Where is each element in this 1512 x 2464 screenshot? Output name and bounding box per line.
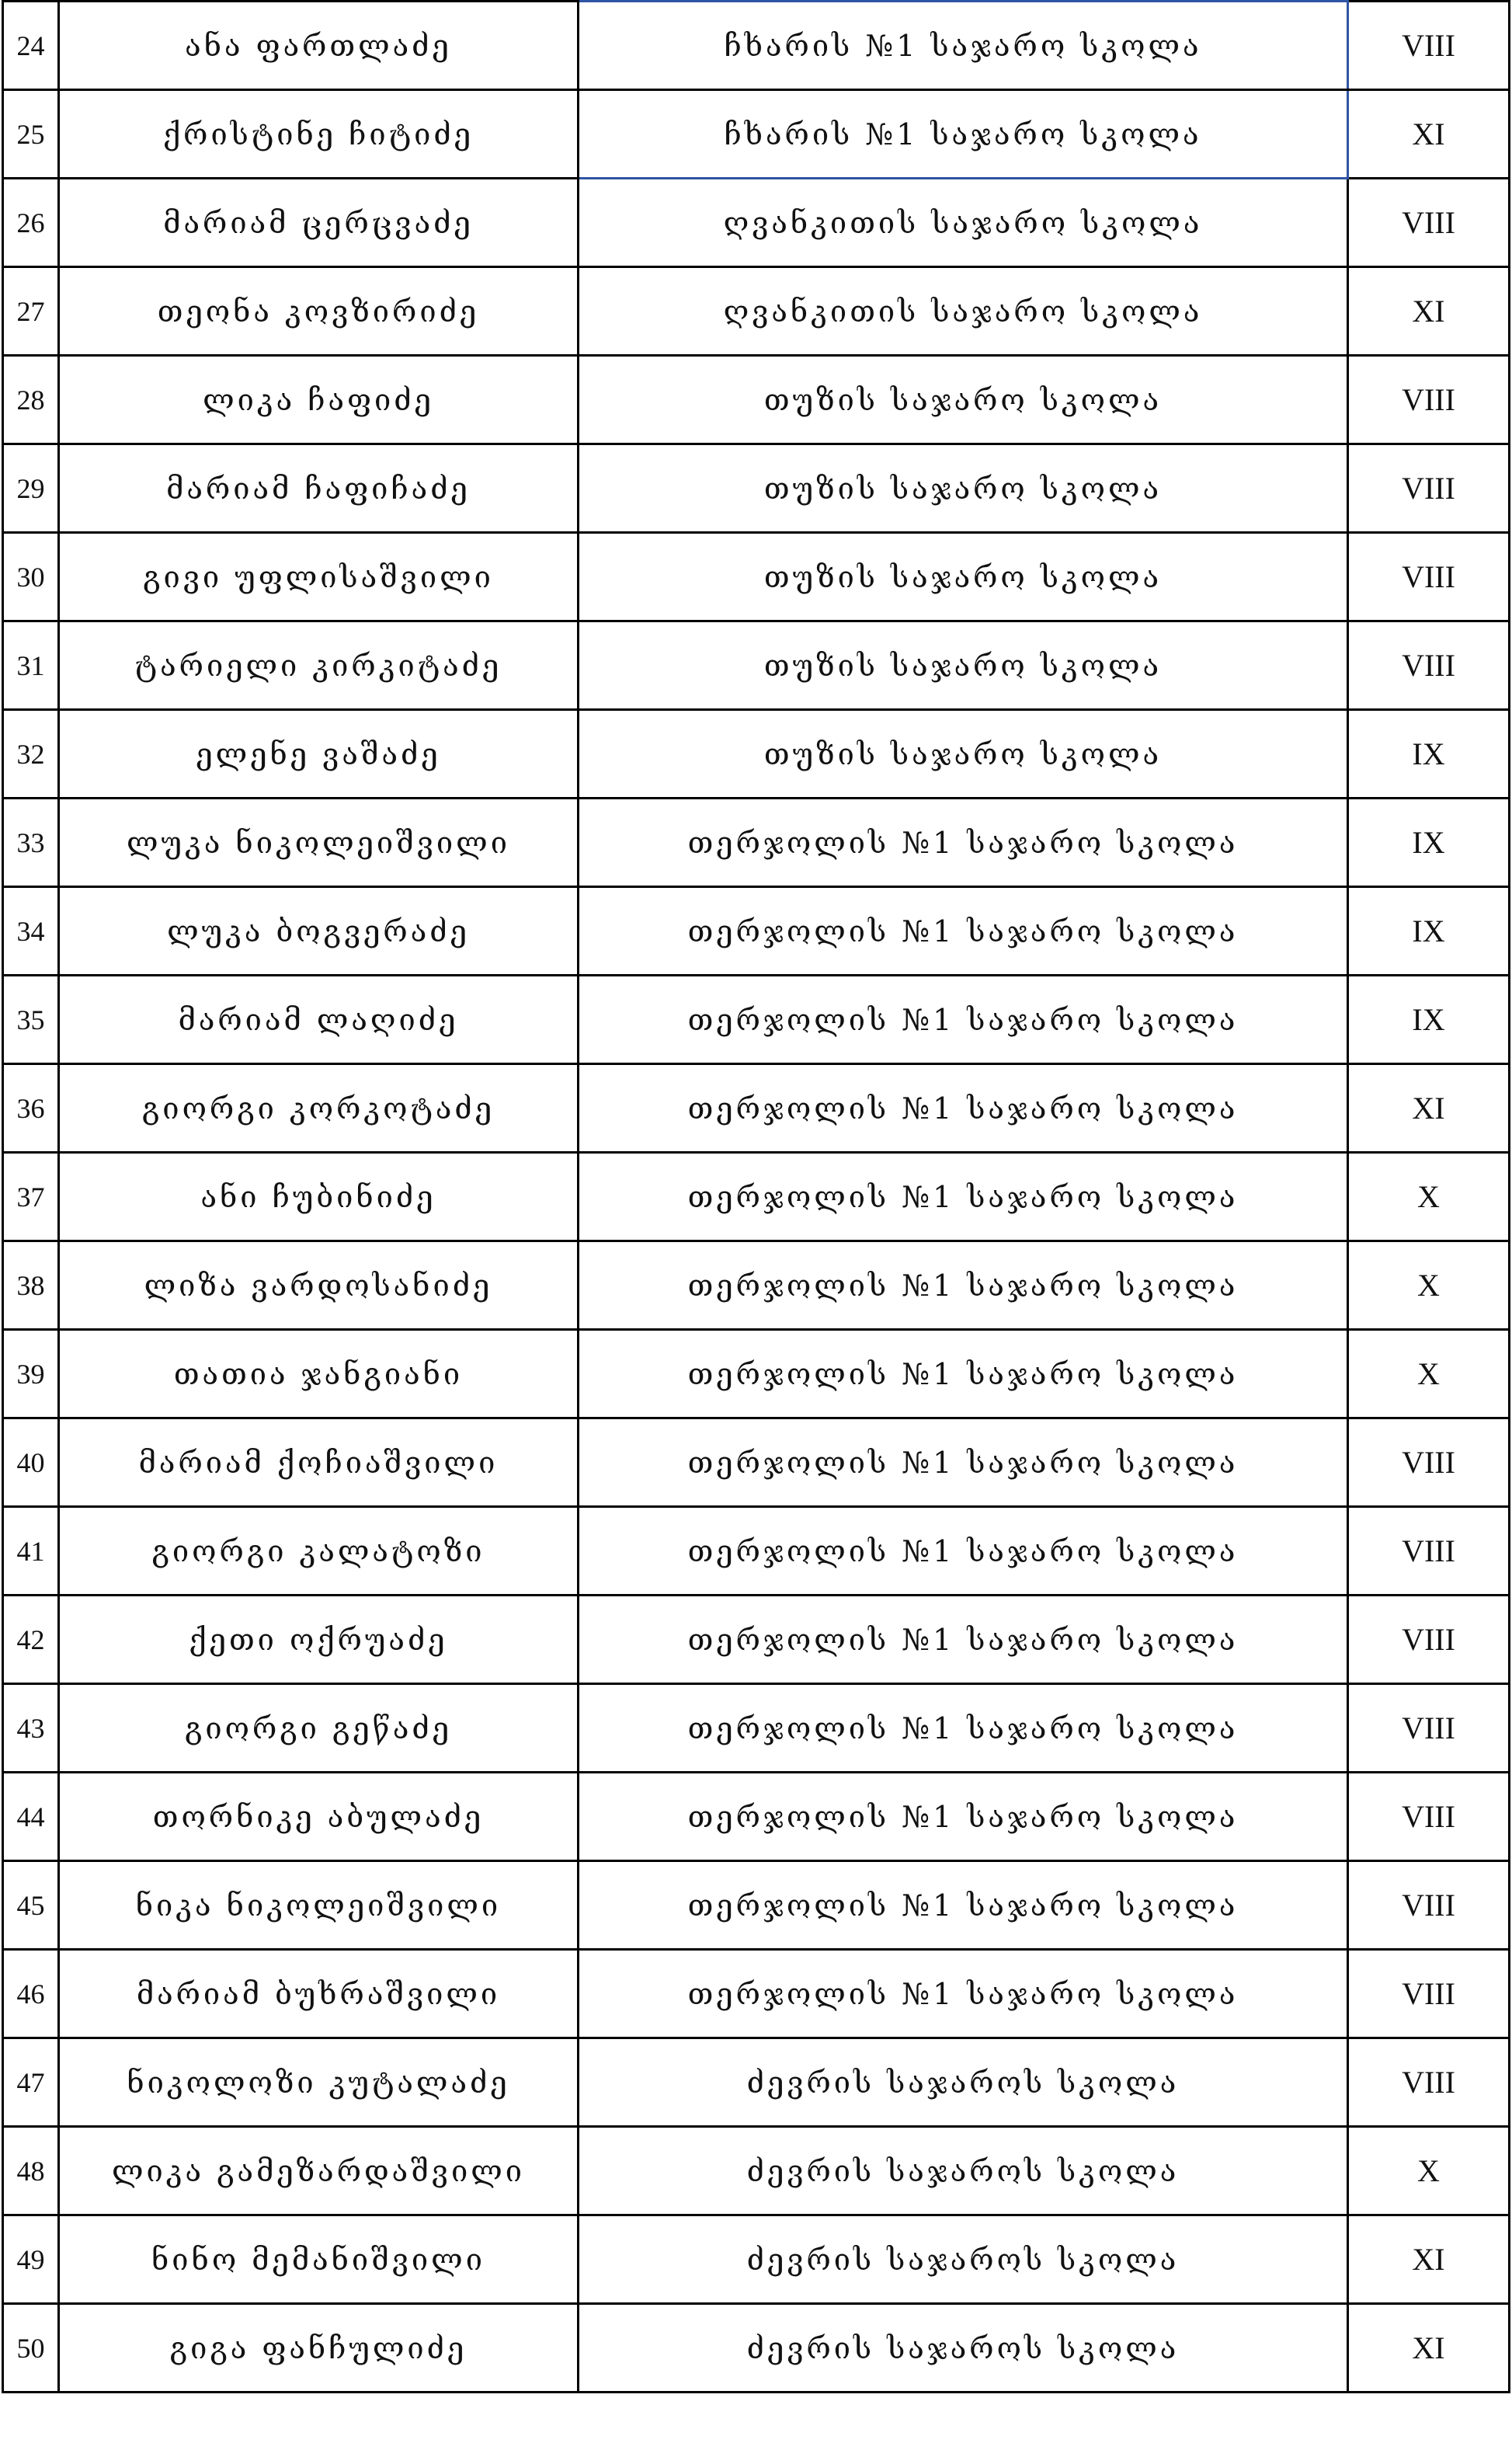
table-row <box>3 356 1510 444</box>
school-name-cell: თერჯოლის №1 საჯარო სკოლა <box>579 1950 1348 2038</box>
table-row <box>3 1596 1510 1684</box>
row-number-cell: 45 <box>3 1861 59 1950</box>
grade-cell: IX <box>1348 887 1510 976</box>
row-number-cell: 48 <box>3 2127 59 2215</box>
grade-cell: XI <box>1348 90 1510 179</box>
student-name-cell: ანი ჩუბინიძე <box>59 1153 579 1241</box>
grade-cell: XI <box>1348 2304 1510 2393</box>
grade-cell: VIII <box>1348 179 1510 267</box>
table-row <box>3 1861 1510 1950</box>
student-name-cell: მარიამ ცერცვაძე <box>59 179 579 267</box>
table-row <box>3 1153 1510 1241</box>
school-name-cell: თერჯოლის №1 საჯარო სკოლა <box>579 1684 1348 1773</box>
grade-cell: VIII <box>1348 1861 1510 1950</box>
student-name-cell: თორნიკე აბულაძე <box>59 1773 579 1861</box>
school-name-cell: თუზის საჯარო სკოლა <box>579 533 1348 621</box>
student-name-cell: ნიკოლოზი კუტალაძე <box>59 2038 579 2127</box>
student-name-cell: გიორგი გეწაძე <box>59 1684 579 1773</box>
row-number-cell: 33 <box>3 799 59 887</box>
grade-cell: X <box>1348 2127 1510 2215</box>
row-number-cell: 32 <box>3 710 59 799</box>
school-name-cell: თერჯოლის №1 საჯარო სკოლა <box>579 1064 1348 1153</box>
student-name-cell: ლიკა ჩაფიძე <box>59 356 579 444</box>
row-number-cell: 36 <box>3 1064 59 1153</box>
student-name-cell: მარიამ ლაღიძე <box>59 976 579 1064</box>
row-number-cell: 41 <box>3 1507 59 1596</box>
student-name-cell: მარიამ ჩაფიჩაძე <box>59 444 579 533</box>
table-row <box>3 1950 1510 2038</box>
grade-cell: IX <box>1348 799 1510 887</box>
school-name-cell: თერჯოლის №1 საჯარო სკოლა <box>579 1773 1348 1861</box>
school-name-cell: თერჯოლის №1 საჯარო სკოლა <box>579 1596 1348 1684</box>
grade-cell: VIII <box>1348 1684 1510 1773</box>
grade-cell: VIII <box>1348 356 1510 444</box>
table-row <box>3 2038 1510 2127</box>
school-name-cell: თერჯოლის №1 საჯარო სკოლა <box>579 799 1348 887</box>
school-name-cell: თერჯოლის №1 საჯარო სკოლა <box>579 1418 1348 1507</box>
row-number-cell: 28 <box>3 356 59 444</box>
table-row <box>3 887 1510 976</box>
school-name-cell: ჩხარის №1 საჯარო სკოლა <box>579 90 1348 179</box>
student-name-cell: გიგა ფანჩულიძე <box>59 2304 579 2393</box>
grade-cell: XI <box>1348 1064 1510 1153</box>
row-number-cell: 49 <box>3 2215 59 2304</box>
table-row <box>3 1773 1510 1861</box>
table-row <box>3 1684 1510 1773</box>
row-number-cell: 46 <box>3 1950 59 2038</box>
student-name-cell: ელენე ვაშაძე <box>59 710 579 799</box>
grade-cell: X <box>1348 1241 1510 1330</box>
school-name-cell: თუზის საჯარო სკოლა <box>579 356 1348 444</box>
row-number-cell: 25 <box>3 90 59 179</box>
student-name-cell: ქრისტინე ჩიტიძე <box>59 90 579 179</box>
table-row <box>3 2 1510 90</box>
student-name-cell: თეონა კოვზირიძე <box>59 267 579 356</box>
school-name-cell: თერჯოლის №1 საჯარო სკოლა <box>579 976 1348 1064</box>
table-row <box>3 179 1510 267</box>
table-row <box>3 1064 1510 1153</box>
table-row <box>3 1241 1510 1330</box>
grade-cell: VIII <box>1348 533 1510 621</box>
table-row <box>3 621 1510 710</box>
student-name-cell: ლიკა გამეზარდაშვილი <box>59 2127 579 2215</box>
student-name-cell: ნინო მემანიშვილი <box>59 2215 579 2304</box>
student-name-cell: გიორგი კორკოტაძე <box>59 1064 579 1153</box>
row-number-cell: 42 <box>3 1596 59 1684</box>
school-name-cell: ღვანკითის საჯარო სკოლა <box>579 267 1348 356</box>
row-number-cell: 44 <box>3 1773 59 1861</box>
school-name-cell: თუზის საჯარო სკოლა <box>579 710 1348 799</box>
school-name-cell: თერჯოლის №1 საჯარო სკოლა <box>579 887 1348 976</box>
student-name-cell: გიორგი კალატოზი <box>59 1507 579 1596</box>
grade-cell: VIII <box>1348 1596 1510 1684</box>
table-row <box>3 2304 1510 2393</box>
row-number-cell: 50 <box>3 2304 59 2393</box>
table-row <box>3 1330 1510 1418</box>
school-name-cell: ჩხარის №1 საჯარო სკოლა <box>579 2 1348 90</box>
grade-cell: VIII <box>1348 1950 1510 2038</box>
school-name-cell: თუზის საჯარო სკოლა <box>579 444 1348 533</box>
student-name-cell: მარიამ ქოჩიაშვილი <box>59 1418 579 1507</box>
school-name-cell: თერჯოლის №1 საჯარო სკოლა <box>579 1241 1348 1330</box>
row-number-cell: 39 <box>3 1330 59 1418</box>
table-row <box>3 1418 1510 1507</box>
school-name-cell: ძევრის საჯაროს სკოლა <box>579 2038 1348 2127</box>
participants-table <box>2 0 1510 2393</box>
table-row <box>3 533 1510 621</box>
table-row <box>3 267 1510 356</box>
student-name-cell: ლუკა ნიკოლეიშვილი <box>59 799 579 887</box>
student-name-cell: ანა ფართლაძე <box>59 2 579 90</box>
school-name-cell: თუზის საჯარო სკოლა <box>579 621 1348 710</box>
row-number-cell: 37 <box>3 1153 59 1241</box>
school-name-cell: თერჯოლის №1 საჯარო სკოლა <box>579 1861 1348 1950</box>
grade-cell: X <box>1348 1330 1510 1418</box>
table-row <box>3 1507 1510 1596</box>
grade-cell: VIII <box>1348 2 1510 90</box>
table-row <box>3 444 1510 533</box>
table-row <box>3 976 1510 1064</box>
row-number-cell: 30 <box>3 533 59 621</box>
school-name-cell: ძევრის საჯაროს სკოლა <box>579 2215 1348 2304</box>
row-number-cell: 27 <box>3 267 59 356</box>
school-name-cell: თერჯოლის №1 საჯარო სკოლა <box>579 1330 1348 1418</box>
student-name-cell: ტარიელი კირკიტაძე <box>59 621 579 710</box>
row-number-cell: 40 <box>3 1418 59 1507</box>
grade-cell: XI <box>1348 2215 1510 2304</box>
row-number-cell: 43 <box>3 1684 59 1773</box>
grade-cell: VIII <box>1348 621 1510 710</box>
row-number-cell: 47 <box>3 2038 59 2127</box>
school-name-cell: ძევრის საჯაროს სკოლა <box>579 2127 1348 2215</box>
grade-cell: VIII <box>1348 1507 1510 1596</box>
student-name-cell: ლიზა ვარდოსანიძე <box>59 1241 579 1330</box>
row-number-cell: 35 <box>3 976 59 1064</box>
participants-table-body <box>3 2 1510 2393</box>
row-number-cell: 31 <box>3 621 59 710</box>
student-name-cell: ნიკა ნიკოლეიშვილი <box>59 1861 579 1950</box>
school-name-cell: თერჯოლის №1 საჯარო სკოლა <box>579 1507 1348 1596</box>
row-number-cell: 34 <box>3 887 59 976</box>
grade-cell: VIII <box>1348 1773 1510 1861</box>
row-number-cell: 24 <box>3 2 59 90</box>
table-row <box>3 2215 1510 2304</box>
grade-cell: VIII <box>1348 1418 1510 1507</box>
grade-cell: VIII <box>1348 2038 1510 2127</box>
school-name-cell: თერჯოლის №1 საჯარო სკოლა <box>579 1153 1348 1241</box>
row-number-cell: 38 <box>3 1241 59 1330</box>
grade-cell: XI <box>1348 267 1510 356</box>
school-name-cell: ძევრის საჯაროს სკოლა <box>579 2304 1348 2393</box>
row-number-cell: 29 <box>3 444 59 533</box>
table-row <box>3 90 1510 179</box>
grade-cell: IX <box>1348 710 1510 799</box>
grade-cell: X <box>1348 1153 1510 1241</box>
grade-cell: VIII <box>1348 444 1510 533</box>
school-name-cell: ღვანკითის საჯარო სკოლა <box>579 179 1348 267</box>
student-name-cell: ქეთი ოქრუაძე <box>59 1596 579 1684</box>
student-name-cell: ლუკა ბოგვერაძე <box>59 887 579 976</box>
student-name-cell: მარიამ ბუხრაშვილი <box>59 1950 579 2038</box>
row-number-cell: 26 <box>3 179 59 267</box>
grade-cell: IX <box>1348 976 1510 1064</box>
student-name-cell: გივი უფლისაშვილი <box>59 533 579 621</box>
table-row <box>3 799 1510 887</box>
table-row <box>3 2127 1510 2215</box>
student-name-cell: თათია ჯანგიანი <box>59 1330 579 1418</box>
table-row <box>3 710 1510 799</box>
